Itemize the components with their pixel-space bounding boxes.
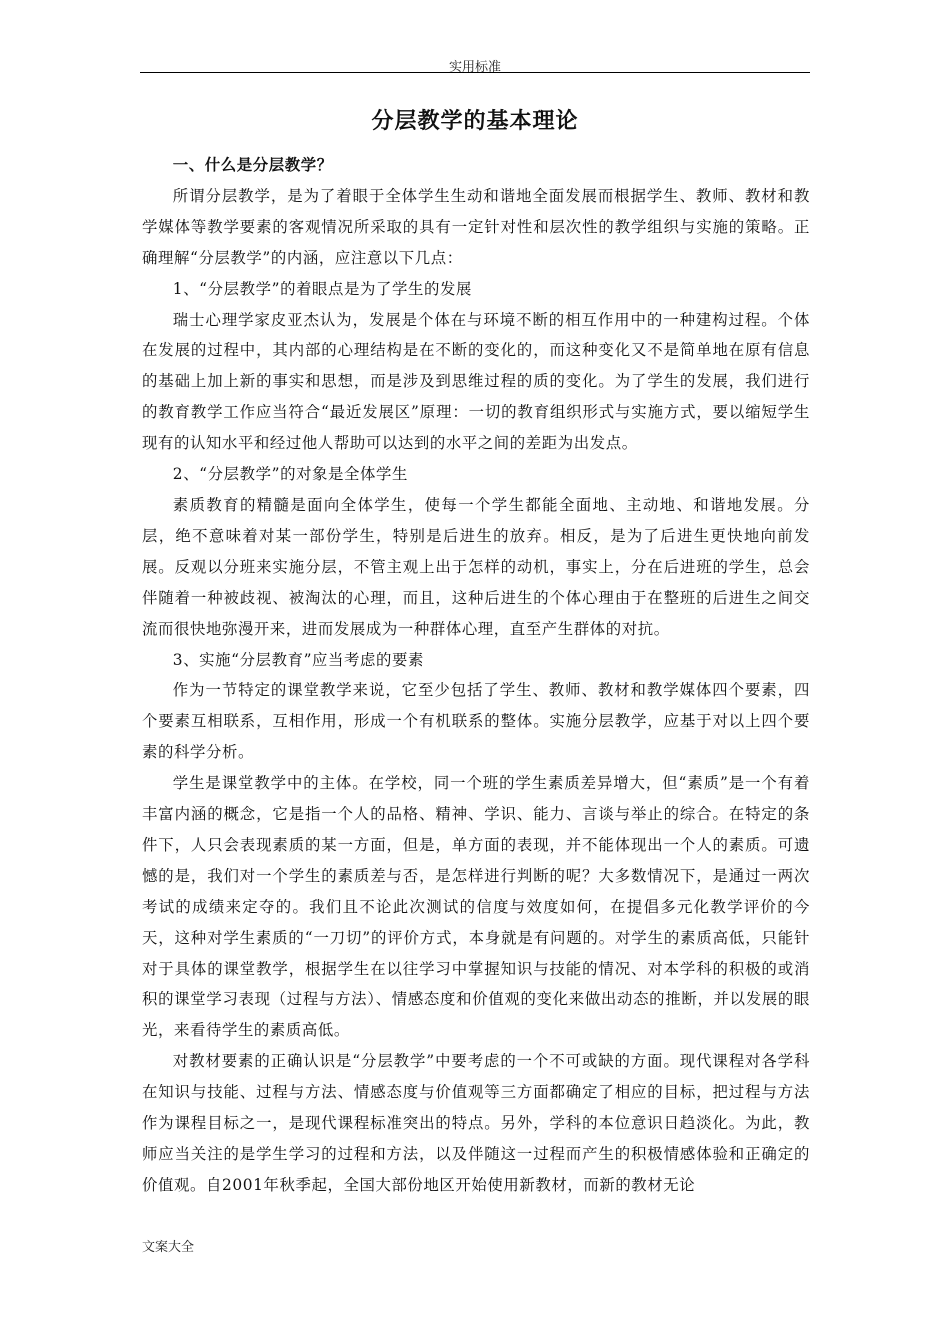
section-heading: 一、什么是分层教学？ (172, 156, 333, 174)
paragraph: 对教材要素的正确认识是“分层教学”中要考虑的一个不可或缺的方面。现代课程对各学科在知识与技能、过程与方法、情感态度与价值观等三方面都确定了相应的目标，把过程与方法作为课程目标之一，是现代课程标准突出的特点。另外，学科的本位意识日趋淡化。为此，教师应当关注的是学生学习的过程和方法，以及伴随这一过程而产生的积极情感体验和正确定的价值观。自2001年秋季起，全国大部份地区开始使用新教材，而新的教材无论 (142, 1052, 810, 1194)
footer-text: 文案大全 (142, 1240, 195, 1255)
paragraph: 作为一节特定的课堂教学来说，它至少包括了学生、教师、教材和教学媒体四个要素，四个要素互相联系，互相作用，形成一个有机联系的整体。实施分层教学，应基于对以上四个要素的科学分析。 (142, 681, 810, 762)
subheading: 1、“分层教学”的着眼点是为了学生的发展 (172, 279, 472, 298)
subheading: 3、实施“分层教育”应当考虑的要素 (172, 650, 424, 669)
document-body (142, 150, 810, 1201)
subheading: 2、“分层教学”的对象是全体学生 (172, 465, 409, 484)
paragraph: 素质教育的精髓是面向全体学生，使每一个学生都能全面地、主动地、和谐地发展。分层，绝不意味着对某一部份学生，特别是后进生的放弃。相反，是为了后进生更快地向前发展。反观以分班来实施分层，不管主观上出于怎样的动机，事实上，分在后进班的学生，总会伴随着一种被歧视、被淘汰的心理，而且，这种后进生的个体心理由于在整班的后进生之间交流而很快地弥漫开来，进而发展成为一种群体心理，直至产生群体的对抗。 (142, 495, 810, 638)
document-title: 分层教学的基本理论 (371, 108, 579, 134)
paragraph: 学生是课堂教学中的主体。在学校，同一个班的学生素质差异增大，但“素质”是一个有着丰富内涵的概念，它是指一个人的品格、精神、学识、能力、言谈与举止的综合。在特定的条件下，人只会表现素质的某一方面，但是，单方面的表现，并不能体现出一个人的素质。可遗憾的是，我们对一个学生的素质差与否，是怎样进行判断的呢？大多数情况下，是通过一两次考试的成绩来定夺的。我们且不论此次测试的信度与效度如何，在提倡多元化教学评价的今天，这种对学生素质的“一刀切”的评价方式，本身就是有问题的。对学生的素质高低，只能针对于具体的课堂教学，根据学生在以往学习中掌握知识与技能的情况、对本学科的积极的或消积的课堂学习表现（过程与方法）、情感态度和价值观的变化来做出动态的推断，并以发展的眼光，来看待学生的素质高低。 (142, 774, 810, 1040)
header-text: 实用标准 (448, 60, 501, 75)
paragraph: 瑞士心理学家皮亚杰认为，发展是个体在与环境不断的相互作用中的一种建构过程。个体在发展的过程中，其内部的心理结构是在不断的变化的，而这种变化又不是简单地在原有信息的基础上加上新的事实和思想，而是涉及到思维过程的质的变化。为了学生的发展，我们进行的教育教学工作应当符合“最近发展区”原理：一切的教育组织形式与实施方式，要以缩短学生现有的认知水平和经过他人帮助可以达到的水平之间的差距为出发点。 (142, 310, 810, 453)
header-rule (140, 72, 810, 73)
paragraph: 所谓分层教学，是为了着眼于全体学生生动和谐地全面发展而根据学生、教师、教材和教学媒体等教学要素的客观情况所采取的具有一定针对性和层次性的教学组织与实施的策略。正确理解“分层教学”的内涵，应注意以下几点： (142, 186, 810, 267)
